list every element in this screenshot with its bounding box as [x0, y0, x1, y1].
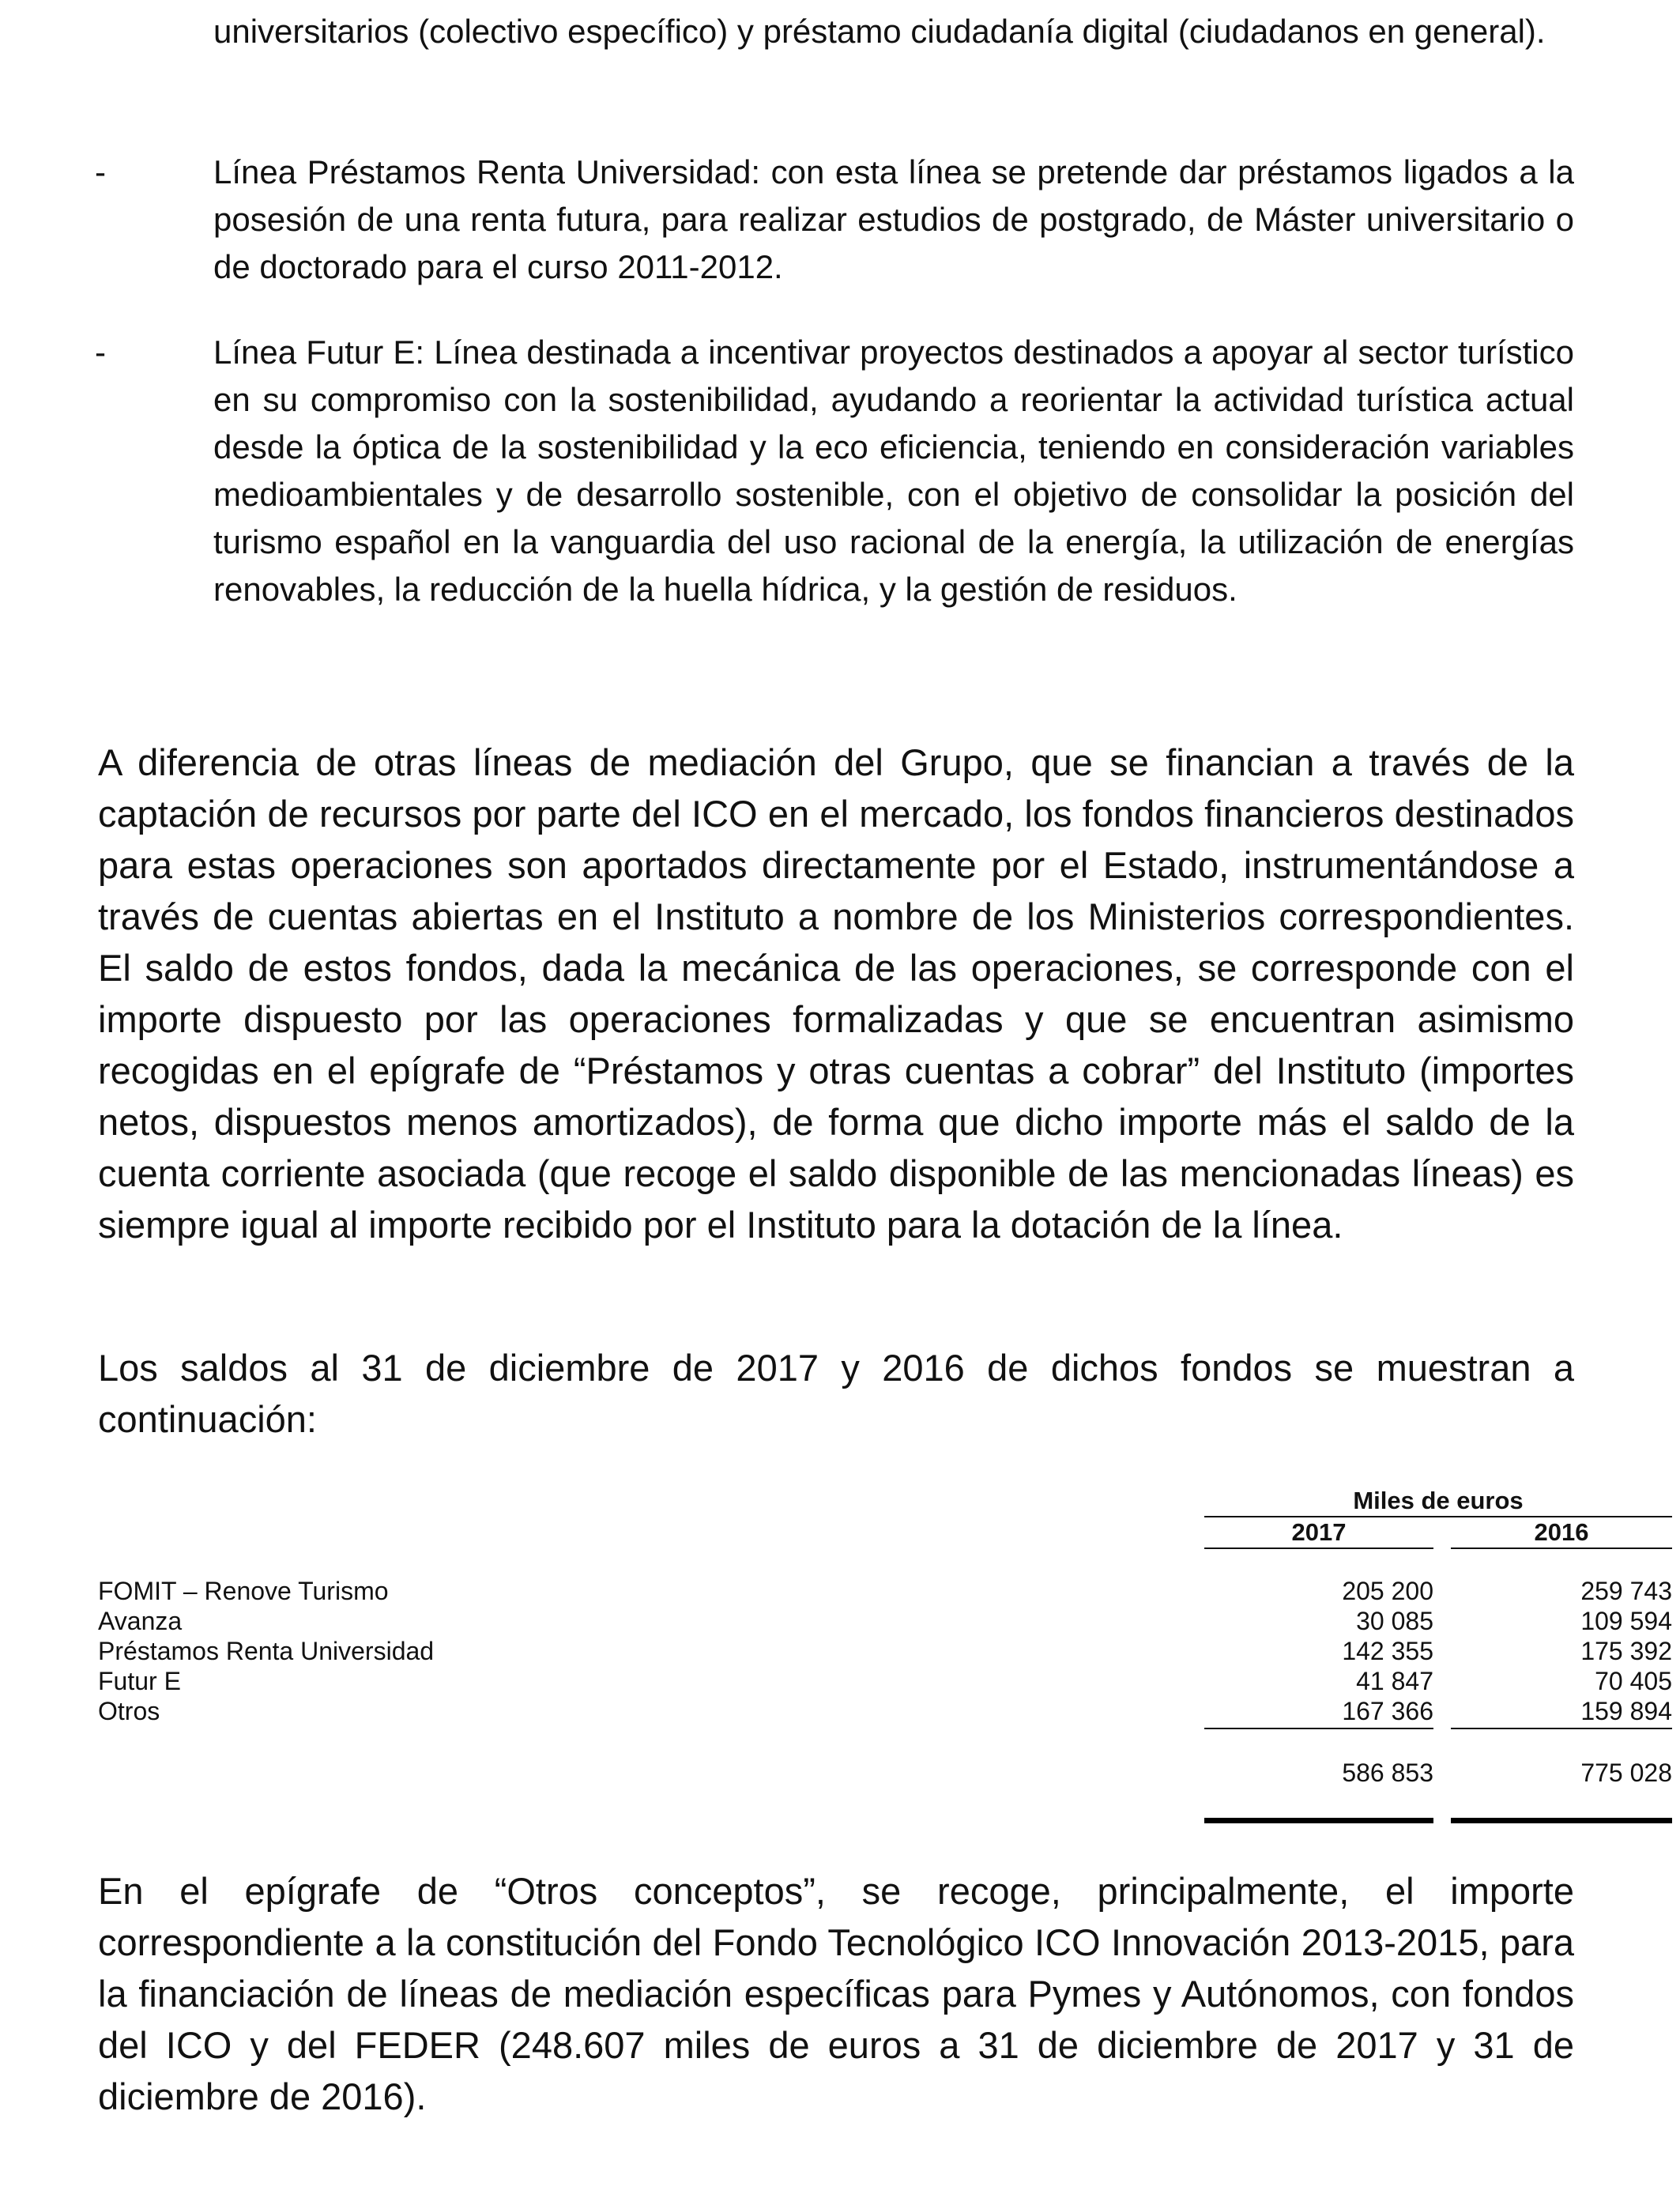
subtotal-rule-2017 — [1204, 1728, 1433, 1729]
bullet-dash: - — [95, 153, 106, 190]
table-row-label: Futur E — [98, 1667, 181, 1695]
table-total-2017: 586 853 — [1342, 1759, 1433, 1787]
bullet-dash: - — [95, 334, 106, 371]
table-total-2016: 775 028 — [1580, 1759, 1672, 1787]
table-cell-2016: 109 594 — [1580, 1607, 1672, 1635]
table-cell-2017: 167 366 — [1342, 1697, 1433, 1725]
table-unit-header: Miles de euros — [1353, 1487, 1524, 1514]
paragraph-otros-conceptos: En el epígrafe de “Otros conceptos”, se recoge, principalmente, el importe correspondiente a la constitución del Fondo Tecnológico ICO Innovación 2013-2015, para la financiación de líneas de mediación específicas para Pymes y Autónomos, con fondos del ICO y del FEDER (248.607 miles de euros a 31 de diciembre de 2017 y 31 de diciembre de 2016). — [98, 1870, 1574, 2117]
table-row-label: Avanza — [98, 1607, 183, 1635]
paragraph-saldos-intro: Los saldos al 31 de diciembre de 2017 y 2016 de dichos fondos se muestran a continuación: — [98, 1347, 1574, 1440]
table-cell-2016: 175 392 — [1580, 1637, 1672, 1665]
paragraph-mediacion: A diferencia de otras líneas de mediación del Grupo, que se financian a través de la captación de recursos por parte del ICO en el mercado, los fondos financieros destinados para estas operaciones son aportados directamente por el Estado, instrumentándose a través de cuentas abiertas en el Instituto a nombre de los Ministerios correspondientes. El saldo de estos fondos, dada la mecánica de las operaciones, se corresponde con el importe dispuesto por las operaciones formalizadas y que se encuentran asimismo recogidas en el epígrafe de “Préstamos y otras cuentas a cobrar” del Instituto (importes netos, dispuestos menos amortizados), de forma que dicho importe más el saldo de la cuenta corriente asociada (que recoge el saldo disponible de las mencionadas líneas) es siempre igual al importe recibido por el Instituto para la dotación de la línea. — [98, 741, 1574, 1246]
table-cell-2016: 259 743 — [1580, 1577, 1672, 1605]
table-cell-2017: 142 355 — [1342, 1637, 1433, 1665]
column-rule-2016 — [1451, 1547, 1672, 1549]
subtotal-rule-2016 — [1451, 1728, 1672, 1729]
table-cell-2016: 70 405 — [1595, 1667, 1672, 1695]
table-row-label: FOMIT – Renove Turismo — [98, 1577, 389, 1605]
bullet-item-renta-universidad: Línea Préstamos Renta Universidad: con esta línea se pretende dar préstamos ligados a la posesión de una renta futura, para realizar estudios de postgrado, de Máster universitario o de doctorado para el curso 2011-2012. — [213, 153, 1574, 285]
table-cell-2016: 159 894 — [1580, 1697, 1672, 1725]
table-cell-2017: 41 847 — [1356, 1667, 1433, 1695]
total-rule-2016 — [1451, 1818, 1672, 1823]
bullet-continuation: universitarios (colectivo específico) y préstamo ciudadanía digital (ciudadanos en general). — [213, 13, 1546, 50]
table-cell-2017: 205 200 — [1342, 1577, 1433, 1605]
table-cell-2017: 30 085 — [1356, 1607, 1433, 1635]
balances-table — [98, 1486, 1672, 1849]
table-row-label: Otros — [98, 1697, 160, 1725]
column-header-2017: 2017 — [1291, 1518, 1347, 1546]
total-rule-2017 — [1204, 1818, 1433, 1823]
column-header-2016: 2016 — [1534, 1518, 1589, 1546]
bullet-item-futur-e: Línea Futur E: Línea destinada a incentivar proyectos destinados a apoyar al sector turístico en su compromiso con la sostenibilidad, ayudando a reorientar la actividad turística actual desde la óptica de la sostenibilidad y la eco eficiencia, teniendo en consideración variables medioambientales y de desarrollo sostenible, con el objetivo de consolidar la posición del turismo español en la vanguardia del uso racional de la energía, la utilización de energías renovables, la reducción de la huella hídrica, y la gestión de residuos. — [213, 334, 1574, 608]
column-rule-2017 — [1204, 1547, 1433, 1549]
table-row-label: Préstamos Renta Universidad — [98, 1637, 435, 1665]
